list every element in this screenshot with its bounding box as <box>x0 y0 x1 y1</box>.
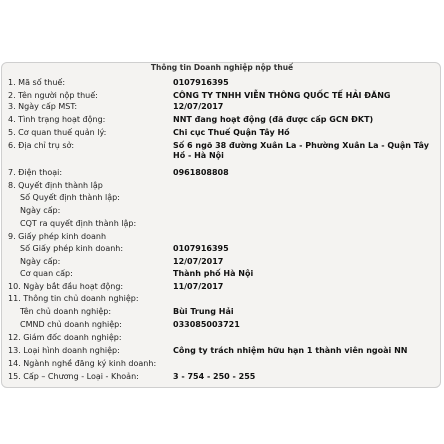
info-row-value: Số 6 ngõ 38 đường Xuân La - Phường Xuân La - Quận Tây Hồ - Hà Nội <box>173 141 429 160</box>
info-row-label: 13. Loại hình doanh nghiệp: <box>8 346 120 355</box>
info-row-value: 11/07/2017 <box>173 282 224 291</box>
info-row-label: Ngày cấp: <box>20 257 61 266</box>
info-row-label: Số Quyết định thành lập: <box>20 193 120 202</box>
info-row-label: 6. Địa chỉ trụ sở: <box>8 141 75 150</box>
info-row-label: CQT ra quyết định thành lập: <box>20 219 137 228</box>
info-row-label: 2. Tên người nộp thuế: <box>8 91 98 100</box>
info-row-value: CÔNG TY TNHH VIỄN THÔNG QUỐC TẾ HẢI ĐĂNG <box>173 91 391 100</box>
info-row-label: 8. Quyết định thành lập <box>8 181 103 190</box>
info-row-label: 11. Thông tin chủ doanh nghiệp: <box>8 294 139 303</box>
info-row-label: 14. Ngành nghề đăng ký kinh doanh: <box>8 359 157 368</box>
info-row-value: Chi cục Thuế Quận Tây Hồ <box>173 128 290 137</box>
info-row-label: 12. Giám đốc doanh nghiệp: <box>8 333 122 342</box>
info-row-label: CMND chủ doanh nghiệp: <box>20 320 122 329</box>
info-row-label: Số Giấy phép kinh doanh: <box>20 244 124 253</box>
info-row-label: 10. Ngày bắt đầu hoạt động: <box>8 282 124 291</box>
info-row-label: Ngày cấp: <box>20 206 61 215</box>
info-row-label: 1. Mã số thuế: <box>8 78 66 87</box>
info-row-value: NNT đang hoạt động (đã được cấp GCN ĐKT) <box>173 115 374 124</box>
info-row-label: 4. Tình trạng hoạt động: <box>8 115 106 124</box>
info-row-label: 3. Ngày cấp MST: <box>8 102 78 111</box>
info-row-value: Thành phố Hà Nội <box>173 269 254 278</box>
info-row-value: 0107916395 <box>173 78 229 87</box>
info-row-label: 9. Giấy phép kinh doanh <box>8 232 107 241</box>
info-row-label: Tên chủ doanh nghiệp: <box>20 307 112 316</box>
info-row-label: Cơ quan cấp: <box>20 269 73 278</box>
info-row-value: 0961808808 <box>173 168 229 177</box>
info-row-value: 033085003721 <box>173 320 240 329</box>
info-row-label: 7. Điện thoại: <box>8 168 63 177</box>
panel-title: Thông tin Doanh nghiệp nộp thuế <box>150 63 294 72</box>
info-row-value: 3 - 754 - 250 - 255 <box>173 372 256 381</box>
info-row-value: 12/07/2017 <box>173 257 224 266</box>
info-row-value: Bùi Trung Hải <box>173 307 234 316</box>
info-row-value: 0107916395 <box>173 244 229 253</box>
info-row-value: 12/07/2017 <box>173 102 224 111</box>
info-row-label: 15. Cấp – Chương - Loại - Khoản: <box>8 372 139 381</box>
info-row-label: 5. Cơ quan thuế quản lý: <box>8 128 107 137</box>
info-row-value: Công ty trách nhiệm hữu hạn 1 thành viên ngoài NN <box>173 346 408 355</box>
